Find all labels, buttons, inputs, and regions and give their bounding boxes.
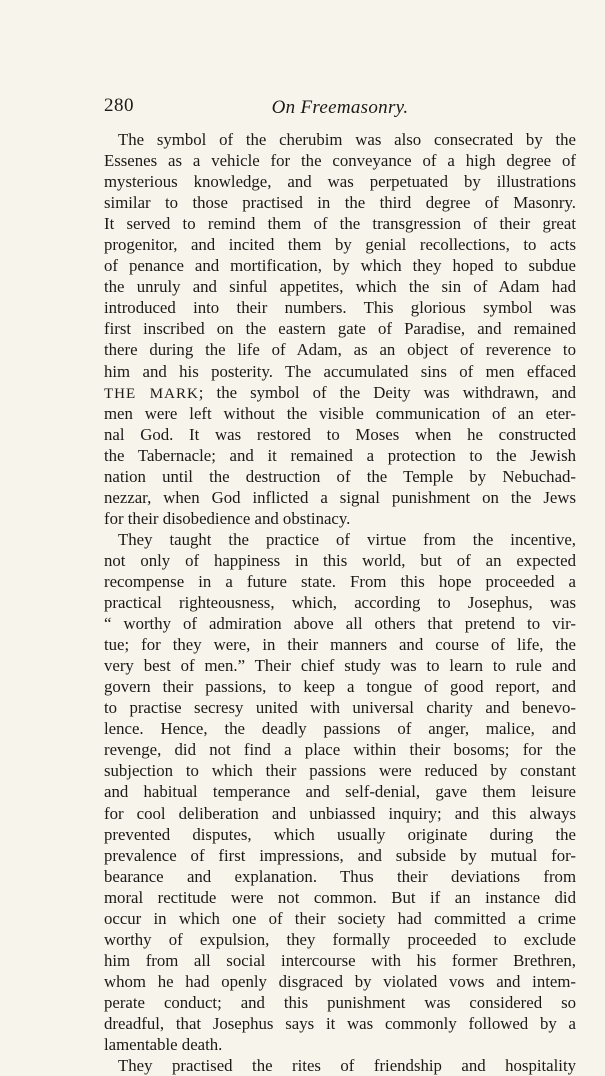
page-header [104, 95, 576, 121]
text-line: nal God. It was restored to Moses when he constructed [104, 424, 576, 444]
text-line: recompense in a future state. From this hope proceeded a [104, 571, 576, 591]
text-line: govern their passions, to keep a tongue of good report, and [104, 677, 576, 697]
text-line: of penance and mortification, by which they hoped to subdue [104, 256, 576, 276]
text-line: men were left without the visible communication of an eter- [104, 403, 576, 423]
text-line: there during the life of Adam, as an object of reverence to [104, 340, 576, 360]
text-line: revenge, did not find a place within their bosoms; for the [104, 740, 576, 760]
text-line: very best of men.” Their chief study was to learn to rule and [104, 656, 576, 676]
text-line: subjection to which their passions were reduced by constant [104, 761, 576, 781]
text-line: for cool deliberation and unbiassed inquiry; and this always [104, 803, 576, 823]
text-line: mysterious knowledge, and was perpetuated by illustrations [104, 172, 576, 192]
text-line: nation until the destruction of the Temple by Nebuchad- [104, 466, 576, 486]
text-line: tue; for they were, in their manners and course of life, the [104, 635, 576, 655]
page-number: 280 [104, 95, 134, 116]
text-line: him and his posterity. The accumulated sins of men effaced [104, 361, 576, 381]
text-line: dreadful, that Josephus says it was commonly followed by a [104, 1013, 576, 1033]
smallcaps-phrase: THE MARK [104, 385, 199, 402]
text-line: The symbol of the cherubim was also consecrated by the [118, 130, 576, 149]
text-line: prevented disputes, which usually originate during the [104, 824, 576, 844]
text-line: to practise secresy united with universal charity and benevo- [104, 698, 576, 718]
text-line: moral rectitude were not common. But if an instance did [104, 887, 576, 907]
text-line: worthy of expulsion, they formally proceeded to exclude [104, 929, 576, 949]
text-line: not only of happiness in this world, but of an expected [104, 550, 576, 570]
text-line: him from all social intercourse with his former Brethren, [104, 950, 576, 970]
text-line: the Tabernacle; and it remained a protection to the Jewish [104, 445, 576, 465]
text-line: “ worthy of admiration above all others that pretend to vir- [104, 614, 576, 634]
text-line: lamentable death. [104, 1035, 223, 1055]
text-line: first inscribed on the eastern gate of Paradise, and remained [104, 319, 576, 339]
text-line: similar to those practised in the third degree of Masonry. [104, 193, 576, 213]
text-line: whom he had openly disgraced by violated vows and intem- [104, 971, 576, 991]
text-line: It served to remind them of the transgression of their great [104, 214, 576, 234]
text-line: the unruly and sinful appetites, which the sin of Adam had [104, 277, 576, 297]
text-line: prevalence of first impressions, and subside by mutual for- [104, 845, 576, 865]
text-line: nezzar, when God inflicted a signal punishment on the Jews [104, 487, 576, 507]
text-line: perate conduct; and this punishment was considered so [104, 992, 576, 1012]
text-line: lence. Hence, the deadly passions of anger, malice, and [104, 719, 576, 739]
text-line: occur in which one of their society had committed a crime [104, 908, 576, 928]
text-line: progenitor, and incited them by genial recollections, to acts [104, 235, 576, 255]
text-line: They practised the rites of friendship and hospitality [118, 1056, 576, 1076]
text-line: bearance and explanation. Thus their deviations from [104, 866, 576, 886]
text-line: for their disobedience and obstinacy. [104, 508, 351, 528]
text-line: introduced into their numbers. This glorious symbol was [104, 298, 576, 318]
text-line: and habitual temperance and self-denial, gave them leisure [104, 782, 576, 802]
body-text [104, 129, 576, 1076]
text-line: They taught the practice of virtue from the incentive, [118, 529, 576, 549]
running-title: On Freemasonry. [271, 97, 409, 118]
text-line: practical righteousness, which, according to Josephus, was [104, 593, 576, 613]
text-line-smallcaps: THE MARK; the symbol of the Deity was withdrawn, and [104, 382, 576, 402]
text-line: Essenes as a vehicle for the conveyance of a high degree of [104, 151, 576, 171]
